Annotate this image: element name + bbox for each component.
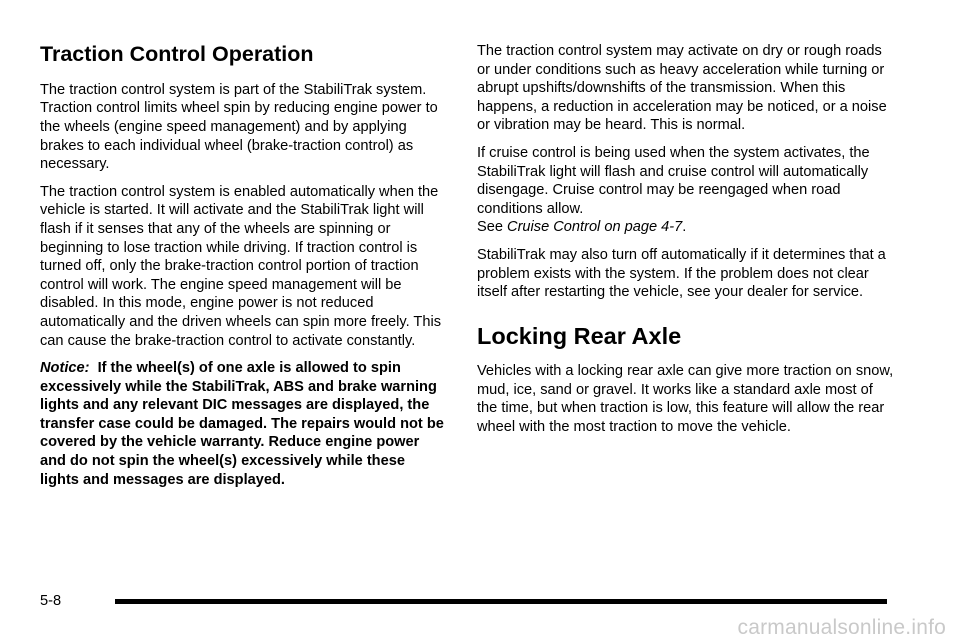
cross-reference-link[interactable]: Cruise Control on page 4-7 <box>507 219 683 236</box>
notice-text: If the wheel(s) of one axle is allowed to spin excessively while the StabiliTrak, ABS and brake warning lights and any relevant DIC messages are displayed, the transfer case could be damaged. The repairs would not be covered by the vehicle warranty. Reduce engine power and do not spin the wheel(s) excessively while these lights and messages are displayed. <box>40 360 444 488</box>
section-heading-locking-rear-axle: Locking Rear Axle <box>477 322 682 349</box>
paragraph-stabilitrak-auto-off: StabiliTrak may also turn off automatically if it determines that a problem exists with the system. If the problem does not clear itself after restarting the vehicle, see your dealer for service. <box>477 246 886 301</box>
left-column <box>40 38 445 498</box>
right-column <box>477 42 897 445</box>
watermark: carmanualsonline.info <box>737 616 946 639</box>
cruise-control-text: If cruise control is being used when the system activates, the StabiliTrak light will flash and cruise control will automatically disengage. Cruise control may be reengaged when road conditions allow. <box>477 144 870 217</box>
paragraph-cruise-control <box>477 144 897 237</box>
cross-reference-period: . <box>682 219 687 236</box>
section-heading-traction-control: Traction Control Operation <box>40 42 314 66</box>
page-number: 5-8 <box>40 593 62 609</box>
footer-rule <box>115 599 887 604</box>
paragraph-locking-rear-axle: Vehicles with a locking rear axle can give more traction on snow, mud, ice, sand or gravel. It works like a standard axle most of the time, but when traction is low, this feature will allow the rear wheel with the most traction to move the vehicle. <box>477 362 894 435</box>
paragraph-traction-enabled: The traction control system is enabled automatically when the vehicle is started. It will activate and the StabiliTrak light will flash if it senses that any of the wheels are spinning or beginning to lose traction while driving. If traction control is turned off, only the brake-traction control portion of traction control will work. The engine speed management will be disabled. In this mode, engine power is not reduced automatically and the driven wheels can spin more freely. This can cause the brake-traction control to activate constantly. <box>40 183 441 349</box>
see-label: See <box>477 219 503 236</box>
paragraph-traction-intro: The traction control system is part of the StabiliTrak system. Traction control limits wheel spin by reducing engine power to the wheels (engine speed management) and by applying brakes to each individual wheel (brake-traction control) as necessary. <box>40 81 438 173</box>
notice-paragraph <box>40 359 445 489</box>
notice-label: Notice: <box>40 360 90 377</box>
paragraph-traction-activation: The traction control system may activate on dry or rough roads or under conditions such as heavy acceleration while turning or abrupt upshifts/downshifts of the transmission. When this happens, a reduction in acceleration may be noticed, or a noise or vibration may be heard. This is normal. <box>477 43 887 134</box>
